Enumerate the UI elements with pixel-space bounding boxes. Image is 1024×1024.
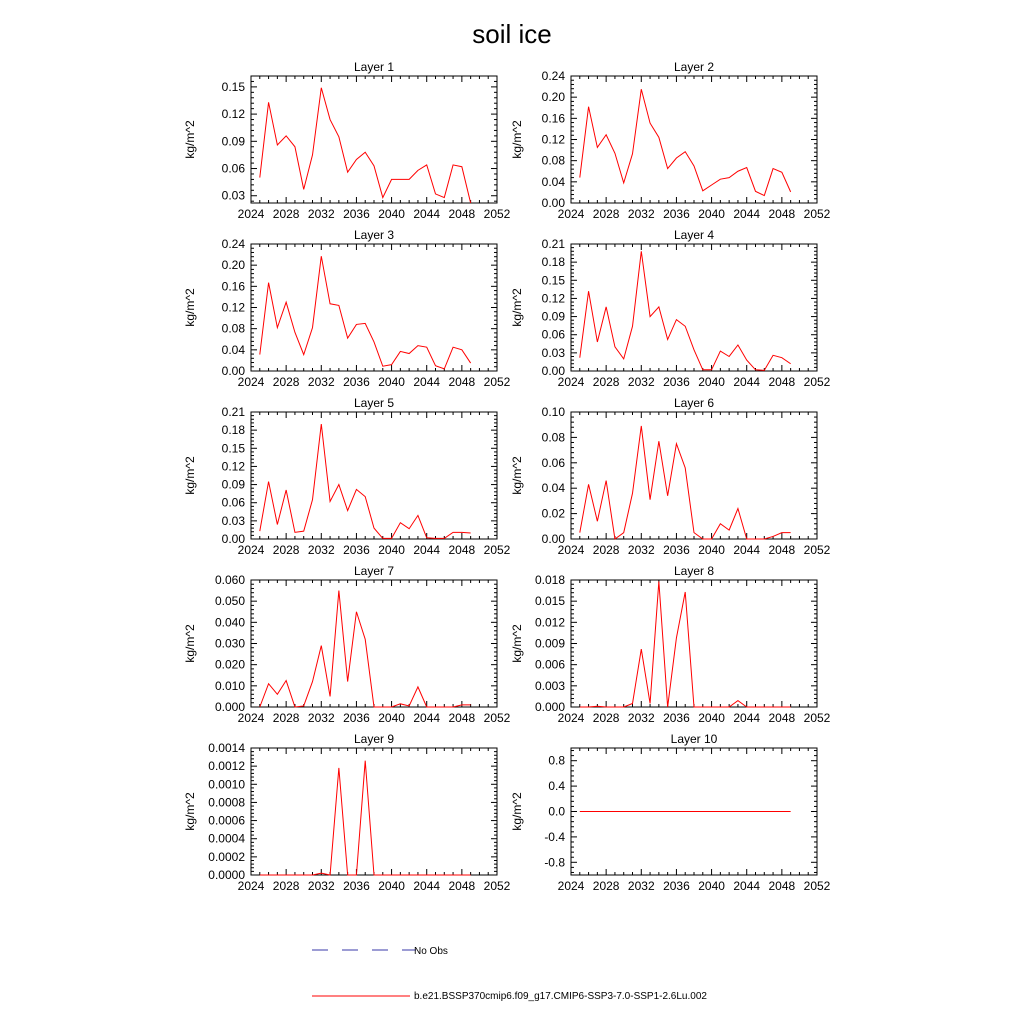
x-tick-label: 2044 — [733, 207, 761, 221]
x-tick-label: 2028 — [592, 375, 620, 389]
plot-frame — [571, 412, 817, 539]
chart-layer-5 — [183, 396, 511, 557]
x-tick-label: 2052 — [803, 207, 831, 221]
chart-layer-4 — [510, 228, 831, 389]
y-tick-label: 0.8 — [548, 753, 565, 768]
series-line — [260, 88, 471, 203]
x-tick-label: 2048 — [448, 207, 476, 221]
x-tick-label: 2024 — [237, 543, 265, 557]
x-tick-label: 2032 — [627, 375, 655, 389]
y-tick-label: 0.00 — [541, 196, 565, 210]
y-axis-label: kg/m^2 — [510, 624, 524, 663]
plot-frame — [571, 580, 817, 707]
plot-frame — [251, 748, 497, 875]
y-tick-label: 0.21 — [221, 405, 245, 419]
chart-layer-3 — [183, 228, 511, 389]
y-tick-label: 0.02 — [541, 506, 565, 521]
x-tick-label: 2028 — [592, 543, 620, 557]
chart-title: Layer 10 — [670, 732, 718, 746]
plot-frame — [571, 244, 817, 371]
x-tick-label: 2044 — [413, 207, 441, 221]
x-tick-label: 2024 — [557, 375, 585, 389]
y-axis-label: kg/m^2 — [510, 792, 524, 831]
x-tick-label: 2036 — [663, 375, 690, 389]
y-tick-label: 0.000 — [214, 700, 245, 714]
y-tick-label: 0.12 — [541, 132, 565, 147]
chart-layer-6 — [510, 396, 831, 557]
y-tick-label: 0.0002 — [208, 849, 245, 864]
x-tick-label: 2032 — [627, 879, 655, 893]
x-tick-label: 2040 — [698, 375, 725, 389]
y-axis-label: kg/m^2 — [510, 120, 524, 159]
y-tick-label: 0.050 — [214, 594, 245, 609]
y-axis-label: kg/m^2 — [183, 120, 197, 159]
x-tick-label: 2052 — [483, 207, 511, 221]
y-tick-label: 0.0012 — [208, 759, 245, 774]
y-tick-label: 0.003 — [534, 678, 565, 693]
x-tick-label: 2040 — [378, 207, 405, 221]
chart-title: Layer 9 — [353, 732, 395, 746]
x-tick-label: 2036 — [343, 543, 370, 557]
x-tick-label: 2044 — [733, 375, 761, 389]
x-tick-label: 2028 — [592, 711, 620, 725]
x-tick-label: 2028 — [272, 543, 300, 557]
x-tick-label: 2032 — [307, 711, 335, 725]
y-tick-label: 0.009 — [534, 636, 565, 651]
y-tick-label: 0.03 — [221, 513, 245, 528]
y-tick-label: 0.000 — [534, 700, 565, 714]
x-tick-label: 2036 — [343, 375, 370, 389]
x-tick-label: 2024 — [237, 711, 265, 725]
y-tick-label: 0.060 — [214, 573, 245, 587]
y-tick-label: 0.04 — [541, 174, 565, 189]
y-tick-label: 0.24 — [221, 237, 245, 251]
plot-frame — [251, 412, 497, 539]
x-tick-label: 2040 — [378, 375, 405, 389]
y-tick-label: -0.4 — [544, 829, 565, 844]
x-tick-label: 2040 — [698, 207, 725, 221]
chart-title: Layer 5 — [353, 396, 395, 410]
y-tick-label: 0.12 — [221, 300, 245, 315]
chart-title: Layer 4 — [673, 228, 715, 242]
x-tick-label: 2048 — [448, 711, 476, 725]
y-tick-label: 0.20 — [541, 90, 565, 105]
chart-title: Layer 2 — [673, 60, 715, 74]
x-tick-label: 2028 — [272, 711, 300, 725]
y-tick-label: 0.0008 — [208, 795, 245, 810]
y-tick-label: 0.03 — [221, 188, 245, 203]
x-tick-label: 2036 — [343, 711, 370, 725]
y-tick-label: 0.06 — [541, 455, 565, 470]
x-tick-label: 2036 — [343, 207, 370, 221]
y-tick-label: 0.00 — [541, 532, 565, 546]
x-tick-label: 2032 — [307, 543, 335, 557]
x-tick-label: 2024 — [557, 711, 585, 725]
x-tick-label: 2052 — [483, 543, 511, 557]
y-tick-label: 0.24 — [541, 69, 565, 83]
y-tick-label: 0.06 — [541, 327, 565, 342]
y-tick-label: 0.18 — [541, 255, 565, 270]
y-tick-label: 0.0006 — [208, 813, 245, 828]
x-tick-label: 2048 — [768, 543, 796, 557]
y-tick-label: 0.08 — [541, 153, 565, 168]
series-line — [260, 424, 471, 538]
y-axis-label: kg/m^2 — [183, 456, 197, 495]
series-line — [260, 591, 471, 707]
y-axis-label: kg/m^2 — [510, 288, 524, 327]
y-tick-label: 0.0 — [548, 804, 565, 819]
y-tick-label: 0.0010 — [208, 777, 245, 792]
x-tick-label: 2040 — [378, 711, 405, 725]
chart-title: Layer 8 — [673, 564, 715, 578]
x-tick-label: 2024 — [557, 879, 585, 893]
x-tick-label: 2036 — [663, 543, 690, 557]
x-tick-label: 2048 — [448, 375, 476, 389]
x-tick-label: 2032 — [307, 375, 335, 389]
y-tick-label: 0.00 — [221, 532, 245, 546]
x-tick-label: 2044 — [733, 879, 761, 893]
plot-frame — [251, 76, 497, 203]
plot-frame — [251, 580, 497, 707]
y-tick-label: 0.15 — [541, 273, 565, 288]
x-tick-label: 2028 — [592, 207, 620, 221]
x-tick-label: 2036 — [663, 711, 690, 725]
x-tick-label: 2048 — [448, 879, 476, 893]
legend — [312, 946, 707, 1002]
y-tick-label: 0.03 — [541, 345, 565, 360]
x-tick-label: 2024 — [557, 207, 585, 221]
chart-layer-8 — [510, 564, 831, 725]
series-line — [260, 761, 471, 875]
chart-layer-9 — [183, 732, 511, 893]
y-axis-label: kg/m^2 — [183, 624, 197, 663]
y-tick-label: 0.09 — [541, 309, 565, 324]
x-tick-label: 2052 — [803, 879, 831, 893]
x-tick-label: 2044 — [413, 375, 441, 389]
x-tick-label: 2032 — [307, 879, 335, 893]
x-tick-label: 2028 — [272, 879, 300, 893]
x-tick-label: 2040 — [698, 711, 725, 725]
y-tick-label: 0.06 — [221, 161, 245, 176]
y-tick-label: -0.8 — [544, 855, 565, 870]
x-tick-label: 2044 — [733, 543, 761, 557]
x-tick-label: 2032 — [627, 543, 655, 557]
chart-layer-7 — [183, 564, 511, 725]
y-tick-label: 0.10 — [541, 405, 565, 419]
y-tick-label: 0.09 — [221, 134, 245, 149]
x-tick-label: 2032 — [627, 207, 655, 221]
series-line — [580, 581, 791, 707]
y-tick-label: 0.16 — [541, 111, 565, 126]
y-tick-label: 0.06 — [221, 495, 245, 510]
x-tick-label: 2044 — [413, 711, 441, 725]
y-tick-label: 0.4 — [548, 779, 565, 794]
y-tick-label: 0.16 — [221, 279, 245, 294]
x-tick-label: 2024 — [237, 375, 265, 389]
x-tick-label: 2036 — [663, 879, 690, 893]
chart-title: Layer 7 — [353, 564, 395, 578]
x-tick-label: 2048 — [768, 375, 796, 389]
x-tick-label: 2044 — [413, 543, 441, 557]
x-tick-label: 2024 — [237, 207, 265, 221]
x-tick-label: 2044 — [413, 879, 441, 893]
y-tick-label: 0.010 — [214, 678, 245, 693]
chart-layer-1 — [183, 60, 511, 221]
series-line — [580, 251, 791, 370]
x-tick-label: 2048 — [448, 543, 476, 557]
legend-label-model-run: b.e21.BSSP370cmip6.f09_g17.CMIP6-SSP3-7.0-SSP1-2.6Lu.002 — [414, 991, 707, 1002]
y-tick-label: 0.006 — [534, 657, 565, 672]
x-tick-label: 2036 — [343, 879, 370, 893]
series-line — [580, 89, 791, 195]
y-axis-label: kg/m^2 — [183, 792, 197, 831]
y-tick-label: 0.018 — [534, 573, 565, 587]
y-tick-label: 0.00 — [221, 364, 245, 378]
y-axis-label: kg/m^2 — [510, 456, 524, 495]
x-tick-label: 2052 — [803, 543, 831, 557]
x-tick-label: 2032 — [627, 711, 655, 725]
x-tick-label: 2040 — [698, 879, 725, 893]
x-tick-label: 2040 — [378, 543, 405, 557]
y-tick-label: 0.04 — [541, 481, 565, 496]
x-tick-label: 2028 — [272, 207, 300, 221]
x-tick-label: 2028 — [272, 375, 300, 389]
y-tick-label: 0.12 — [541, 291, 565, 306]
y-tick-label: 0.020 — [214, 657, 245, 672]
y-tick-label: 0.12 — [221, 459, 245, 474]
y-tick-label: 0.040 — [214, 615, 245, 630]
y-tick-label: 0.0014 — [208, 741, 245, 755]
series-line — [260, 256, 471, 369]
y-tick-label: 0.0000 — [208, 868, 245, 882]
y-tick-label: 0.09 — [221, 477, 245, 492]
x-tick-label: 2052 — [483, 711, 511, 725]
chart-title: Layer 6 — [673, 396, 715, 410]
y-tick-label: 0.0004 — [208, 831, 245, 846]
y-tick-label: 0.18 — [221, 423, 245, 438]
y-axis-label: kg/m^2 — [183, 288, 197, 327]
y-tick-label: 0.08 — [221, 321, 245, 336]
y-tick-label: 0.030 — [214, 636, 245, 651]
x-tick-label: 2052 — [483, 375, 511, 389]
figure-title: soil ice — [472, 19, 552, 49]
legend-label-no-obs: No Obs — [414, 946, 448, 957]
chart-layer-2 — [510, 60, 831, 221]
y-tick-label: 0.20 — [221, 258, 245, 273]
x-tick-label: 2052 — [803, 375, 831, 389]
x-tick-label: 2040 — [378, 879, 405, 893]
y-tick-label: 0.15 — [221, 441, 245, 456]
y-tick-label: 0.08 — [541, 430, 565, 445]
chart-title: Layer 1 — [353, 60, 395, 74]
x-tick-label: 2036 — [663, 207, 690, 221]
y-tick-label: 0.04 — [221, 342, 245, 357]
y-tick-label: 0.21 — [541, 237, 565, 251]
x-tick-label: 2024 — [237, 879, 265, 893]
x-tick-label: 2040 — [698, 543, 725, 557]
x-tick-label: 2048 — [768, 711, 796, 725]
chart-title: Layer 3 — [353, 228, 395, 242]
x-tick-label: 2052 — [803, 711, 831, 725]
y-tick-label: 0.12 — [221, 107, 245, 122]
y-tick-label: 0.015 — [534, 594, 565, 609]
x-tick-label: 2044 — [733, 711, 761, 725]
y-tick-label: 0.15 — [221, 79, 245, 94]
x-tick-label: 2032 — [307, 207, 335, 221]
panels — [183, 60, 831, 893]
series-line — [580, 426, 791, 539]
x-tick-label: 2048 — [768, 207, 796, 221]
y-tick-label: 0.00 — [541, 364, 565, 378]
x-tick-label: 2028 — [592, 879, 620, 893]
y-tick-label: 0.012 — [534, 615, 565, 630]
x-tick-label: 2024 — [557, 543, 585, 557]
x-tick-label: 2052 — [483, 879, 511, 893]
chart-layer-10 — [510, 732, 831, 893]
x-tick-label: 2048 — [768, 879, 796, 893]
